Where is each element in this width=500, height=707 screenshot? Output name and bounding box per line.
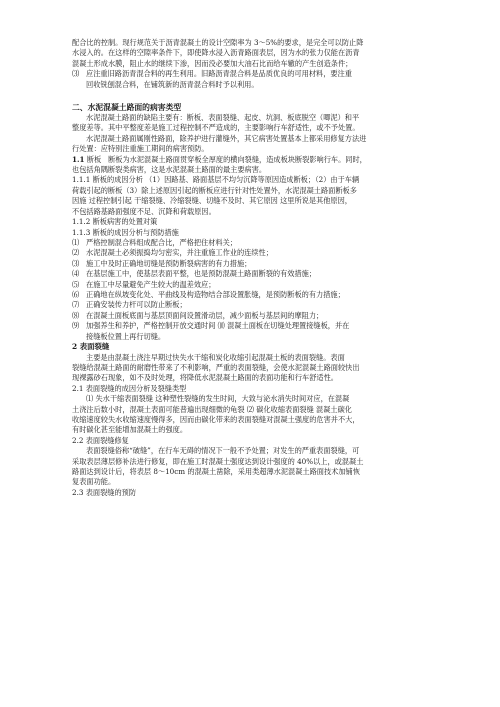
intro-line: 配合比的控制。现行规范关于沥青混凝土的设计空隙率为 3～5%的要求，是完全可以防止降 <box>72 38 364 47</box>
intro-line: 混凝土形成水膜，阻止水的继续下渗，因而没必要加大油石比而给车辙的产生创造条件； <box>72 58 353 68</box>
paragraph-line: 荷载引起的断板（3）除上述原因引起的断板应进行针对性处置外，水泥混凝土路面断板多 <box>72 185 357 195</box>
paragraph-line: 现裸露砂石现象，如不及时处理，将降低水泥混凝土路面的表面功能和行车舒适性。 <box>72 373 338 383</box>
paragraph-line: 采取表层薄层修补法进行修复，即在施工时混凝土强度达到设计强度的 40%以上，或混凝土 <box>72 456 364 466</box>
paragraph-line: 1.1.1 断板的成因分析 （1）因路基、路面基层不均匀沉降等原因造成断板；（2）由于车辆 <box>72 175 360 185</box>
paragraph-line: 整度差等。其中平整度差是施工过程控制不严造成的，主要影响行车舒适性，或不予处置。 <box>72 123 360 133</box>
paragraph-line: 主要是由混凝土浇注早期过快失水干缩和炭化收缩引起混凝土板的表面裂缝。表面 <box>86 352 345 362</box>
item-text: 应注重旧路沥青混合料的再生利用。旧路沥青混合料是品质优良的可用材料，要注重 回收铣刨混合料，在铺筑新的沥青混合料时予以利用。 <box>86 69 352 89</box>
list-item: 接缝板位置上再行切缝。 <box>86 331 166 341</box>
subsection-heading: 1.1.2 断板病害的处置对策 <box>72 217 158 227</box>
paragraph-line: 路面达到设计后，将表层 8～10cm 的混凝土凿除，采用类超薄水泥混凝土路面技术加铺恢 <box>72 467 360 477</box>
list-item: ⑵ 水泥混凝土必须振捣均匀密实，并注重施工作业的连续性； <box>72 248 273 258</box>
measures-list <box>72 238 440 342</box>
list-item: ⑷ 在基层施工中，使基层表面平整，也是预防混凝土路面断裂的有效措施； <box>72 269 317 279</box>
intro-line: 水浸入的。在这样的空隙率条件下，即使降水浸入沥青路面表层，因为水的张力仅能在沥青 <box>72 48 360 58</box>
section-defects <box>72 102 440 342</box>
paragraph-line: 也包括角隅断裂类病害，这是水泥混凝土路面的最主要病害。 <box>72 165 267 175</box>
list-item: ⑺ 正确安装传力杆可以防止断板； <box>72 300 187 310</box>
paragraph-line: 行处置：应特别注重施工期间的病害预防。 <box>72 144 209 154</box>
subsection-heading: 1.1.3 断板的成因分析与预防措施 <box>72 227 179 237</box>
list-item: ⑼ 加强养生和养护，严格控制开放交通时间 ⑽ 混凝土面板在切缝处理置接缝板，并在 <box>72 321 350 331</box>
paragraph-line: 收缩速度较失水收缩速度慢得多，因而由碳化带来的表面裂缝对混凝土强度的危害并不大， <box>72 415 360 424</box>
list-item <box>72 69 440 90</box>
list-item: ⑸ 在施工中尽量避免产生较大的温差效应； <box>72 279 216 289</box>
subsection-1-1: 1.1 断板 断板为水泥混凝土路面贯穿板全厚度的横向裂缝，造成板块断裂影响行车。同时， <box>72 154 367 164</box>
subsection-heading: 2.1 表面裂缝的成因分析及裂缝类型 <box>72 383 187 393</box>
paragraph-line: 有时碳化甚至能增加混凝土的强度。 <box>72 425 188 435</box>
list-item: ⑻ 在混凝土面板底面与基层顶面间设置滑动层，减少面板与基层间的摩阻力； <box>72 310 324 320</box>
list-item: ⑶ 施工中及时正确地切缝是预防断裂病害的有力措施； <box>72 258 252 268</box>
list-item: ⑴ 严格控制混合料组成配合比，严格把住材料关； <box>72 237 237 247</box>
paragraph-line: 水泥混凝土路面的缺陷主要有：断板、表面裂缝、起皮、坑洞、板底脱空（唧泥）和平 <box>86 113 360 123</box>
section-heading: 2 表面裂缝 <box>72 341 110 351</box>
subsection-heading: 2.2 表面裂缝修复 <box>72 435 129 445</box>
section-surface-cracks <box>72 342 440 498</box>
paragraph-line: 复表面功能。 <box>72 477 116 487</box>
paragraph-line: 水泥混凝土路面属刚性路面，除养护进行灌缝外，其它病害处置基本上都采用修复方法进 <box>86 133 367 143</box>
paragraph-line: 因施 过程控制引起 干缩裂缝、冷缩裂缝、切缝不及时、其它原因 这里所说是其他原因， <box>72 196 352 206</box>
section-heading: 二、水泥混凝土路面的病害类型 <box>72 103 182 113</box>
intro-block <box>72 38 440 90</box>
paragraph-line: 不包括路基路面强度不足、沉降和荷载原因。 <box>72 206 216 216</box>
paragraph-line: 裂缝给混凝土路面的耐磨性带来了不利影响，严重的表面裂缝，会使水泥混凝土路面较快出 <box>72 362 360 372</box>
paragraph-line: 土浇注后数小时，混凝土表面可能普遍出现细微的龟裂 ⑵ 碳化收缩表面裂缝 混凝土碳化 <box>72 404 352 414</box>
paragraph-line: ⑴ 失水干缩表面裂缝 这种塑性裂缝的发生时间，大致与泌水消失时间对应，在混凝 <box>86 394 350 404</box>
item-number: ⑶ <box>72 69 80 79</box>
list-item: ⑹ 正确地在纵坡变化处、平曲线及构造物结合部设置胀缝，是预防断板的有力措施； <box>72 289 345 299</box>
paragraph-line: 表面裂缝俗称“破缝”，在行车无碍的情况下一般不予处置；对发生的严重表面裂缝，可 <box>86 446 360 456</box>
subsection-heading: 2.3 表面裂缝的预防 <box>72 487 137 497</box>
